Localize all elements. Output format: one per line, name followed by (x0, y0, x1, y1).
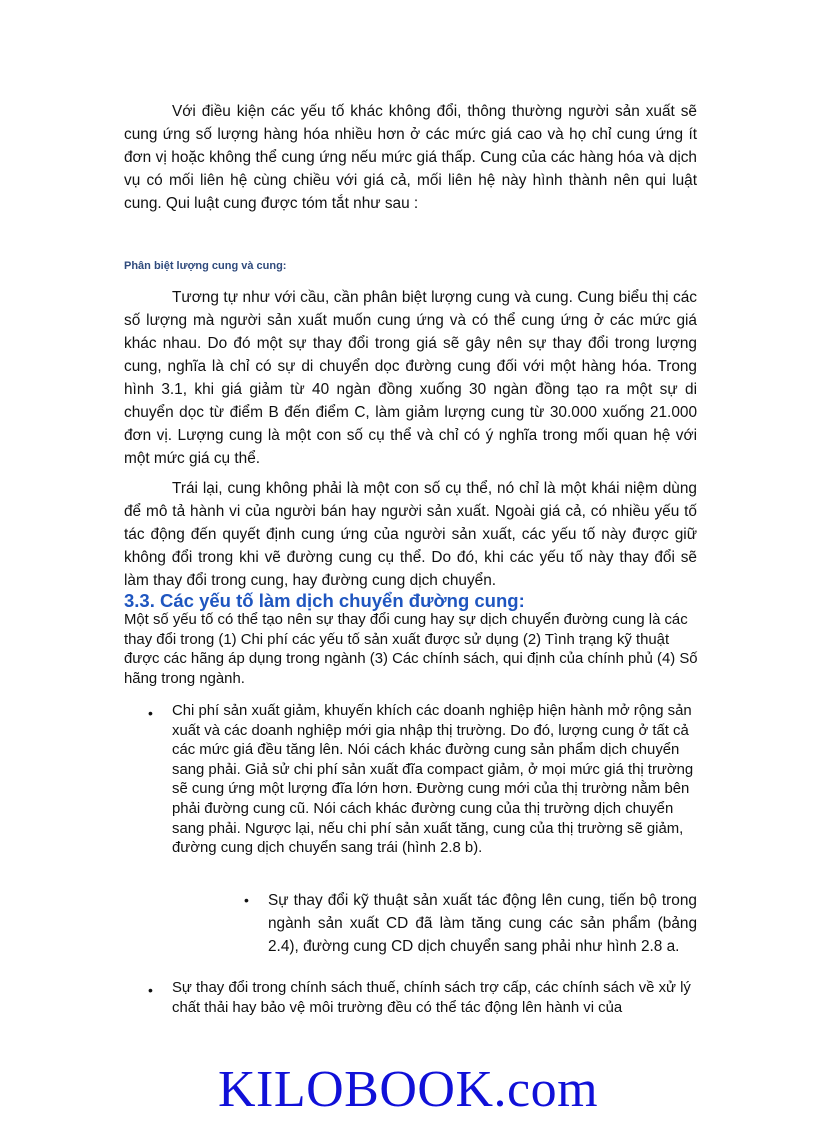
paragraph-quantity-supplied: Tương tự như với cầu, cần phân biệt lượng cung và cung. Cung biểu thị các số lượng mà người sản xuất muốn cung ứng và có thể cung ứng ở các mức giá khác nhau. Do đó một sự thay đổi trong giá sẽ gây nên sự thay đổi trong lượng cung, nghĩa là chỉ có sự di chuyển dọc đường cung đối với một hàng hóa. Trong hình 3.1, khi giá giảm từ 40 ngàn đồng xuống 30 ngàn đồng tạo ra một sự di chuyển dọc từ điểm B đến điểm C, làm giảm lượng cung từ 30.000 xuống 21.000 đơn vị. Lượng cung là một con số cụ thể và chỉ có ý nghĩa trong mối quan hệ với một mức giá cụ thể. (124, 289, 697, 467)
paragraph-supply-law: Với điều kiện các yếu tố khác không đổi, thông thường người sản xuất sẽ cung ứng số lượng hàng hóa nhiều hơn ở các mức giá cao và họ chỉ cung ứng ít đơn vị hoặc không thể cung ứng nếu mức giá thấp. Cung của các hàng hóa và dịch vụ có mối liên hệ cùng chiều với giá cả, mối liên hệ này hình thành nên qui luật cung. Qui luật cung được tóm tắt như sau : (124, 103, 697, 212)
paragraph-supply-factors: Một số yếu tố có thể tạo nên sự thay đổi cung hay sự dịch chuyển đường cung là các thay đổi trong (1) Chi phí các yếu tố sản xuất được sử dụng (2) Tình trạng kỹ thuật được các hãng áp dụng trong ngành (3) Các chính sách, qui định của chính phủ (4) Số hãng trong ngành. (124, 612, 698, 687)
paragraph-supply-concept: Trái lại, cung không phải là một con số cụ thể, nó chỉ là một khái niệm dùng để mô tả hành vi của người bán hay người sản xuất. Ngoài giá cả, có nhiều yếu tố tác động đến quyết định cung ứng của người sản xuất, các yếu tố này được giữ không đổi trong khi vẽ đường cung cụ thể. Do đó, khi các yếu tố này thay đổi sẽ làm thay đổi trong cung, hay đường cung dịch chuyển. (124, 480, 697, 589)
bullet-marker: • (148, 705, 153, 721)
list-item-government-policy: Sự thay đổi trong chính sách thuế, chính sách trợ cấp, các chính sách về xử lý chất thải hay bảo vệ môi trường đều có thể tác động lên hành vi của (172, 980, 691, 1016)
bullet-marker: • (244, 892, 249, 908)
subheading-supply-distinction: Phân biệt lượng cung và cung: (124, 260, 287, 272)
section-heading-supply-shifters: 3.3. Các yếu tố làm dịch chuyển đường cung: (124, 590, 525, 611)
list-item-technology-change: Sự thay đổi kỹ thuật sản xuất tác động lên cung, tiến bộ trong ngành sản xuất CD đã làm tăng cung các sản phẩm (bảng 2.4), đường cung CD dịch chuyển sang phải như hình 2.8 a. (268, 892, 697, 955)
bullet-marker: • (148, 982, 153, 998)
footer-watermark: KILOBOOK.com (217, 1061, 599, 1118)
list-item-production-cost: Chi phí sản xuất giảm, khuyến khích các doanh nghiệp hiện hành mở rộng sản xuất và các doanh nghiệp mới gia nhập thị trường. Do đó, lượng cung ở tất cả các mức giá đều tăng lên. Nói cách khác đường cung sản phẩm dịch chuyển sang phải. Giả sử chi phí sản xuất đĩa compact giảm, ở mọi mức giá thị trường sẽ cung ứng một lượng đĩa lớn hơn. Đường cung mới của thị trường nằm bên phải đường cung cũ. Nói cách khác đường cung của thị trường dịch chuyển sang phải. Ngược lại, nếu chi phí sản xuất tăng, cung của thị trường sẽ giảm, đường cung dịch chuyển sang trái (hình 2.8 b). (172, 703, 694, 857)
